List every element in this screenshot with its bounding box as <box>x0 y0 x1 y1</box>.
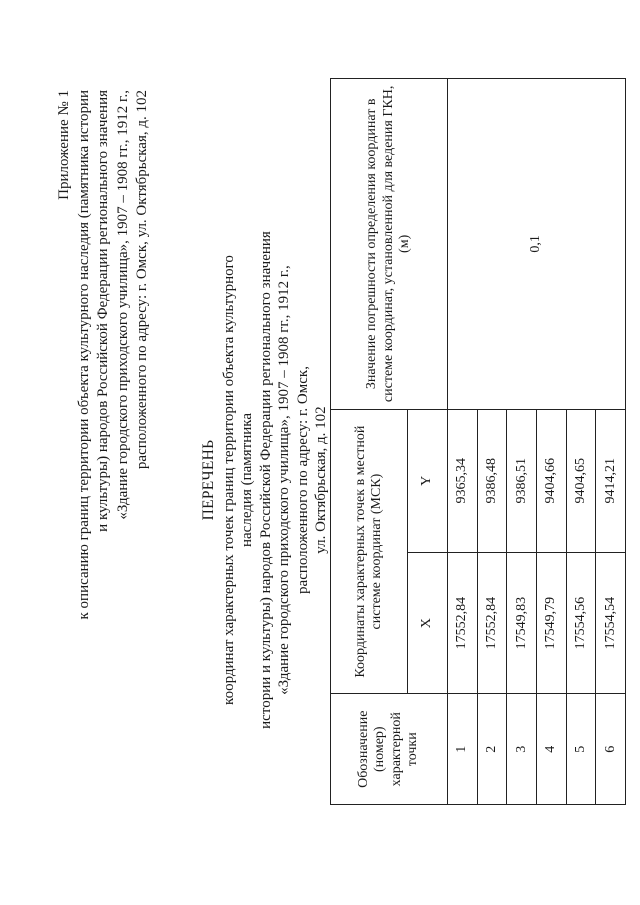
cell-point: 5 <box>566 694 596 805</box>
heading-line: «Здание городского приходского училища», 1907 – 1908 гг., 1912 г., <box>276 265 292 695</box>
appendix-line: и культуры) народов Российской Федерации регионального значения <box>95 90 111 532</box>
cell-y: 9386,48 <box>477 409 507 552</box>
table-row <box>447 79 477 805</box>
heading-line: истории и культуры) народов Российской Федерации регионального значения <box>257 231 274 729</box>
heading-line: координат характерных точек границ территории объекта культурного наследия (памятника <box>220 255 255 705</box>
appendix-line: к описанию границ территории объекта культурного наследия (памятника истории <box>75 90 92 620</box>
cell-y: 9404,65 <box>566 409 596 552</box>
cell-y: 9386,51 <box>507 409 537 552</box>
coordinates-table <box>330 78 626 805</box>
cell-point: 6 <box>596 694 626 805</box>
header-accuracy: Значение погрешности определения координат в системе координат, установленной для ведения ГКН, (м) <box>331 79 448 410</box>
header-x: X <box>408 552 448 694</box>
cell-x: 17552,84 <box>477 552 507 694</box>
cell-point: 2 <box>477 694 507 805</box>
cell-x: 17554,56 <box>566 552 596 694</box>
header-coordinates: Координаты характерных точек в местной системе координат (МСК) <box>331 409 408 694</box>
appendix-line: расположенного по адресу: г. Омск, ул. Октябрьская, д. 102 <box>134 90 150 470</box>
heading-title: ПЕРЕЧЕНЬ <box>200 439 217 521</box>
appendix-title: Приложение № 1 <box>56 90 72 200</box>
header-point: Обозначение (номер) характерной точки <box>331 694 448 805</box>
cell-x: 17554,54 <box>596 552 626 694</box>
cell-x: 17549,83 <box>507 552 537 694</box>
cell-point: 4 <box>536 694 566 805</box>
cell-y: 9365,34 <box>447 409 477 552</box>
heading-line: ул. Октябрьская, д. 102 <box>313 406 329 554</box>
cell-y: 9404,66 <box>536 409 566 552</box>
appendix-line: «Здание городского приходского училища», 1907 – 1908 гг., 1912 г., <box>114 90 131 520</box>
cell-y: 9414,21 <box>596 409 626 552</box>
cell-x: 17549,79 <box>536 552 566 694</box>
header-y: Y <box>408 409 448 552</box>
cell-point: 1 <box>447 694 477 805</box>
document-heading <box>200 225 331 735</box>
appendix-block <box>55 90 153 650</box>
cell-x: 17552,84 <box>447 552 477 694</box>
table-header-row <box>331 79 408 805</box>
cell-point: 3 <box>507 694 537 805</box>
cell-accuracy: 0,1 <box>447 79 625 410</box>
heading-line: расположенного по адресу: г. Омск, <box>294 366 311 594</box>
